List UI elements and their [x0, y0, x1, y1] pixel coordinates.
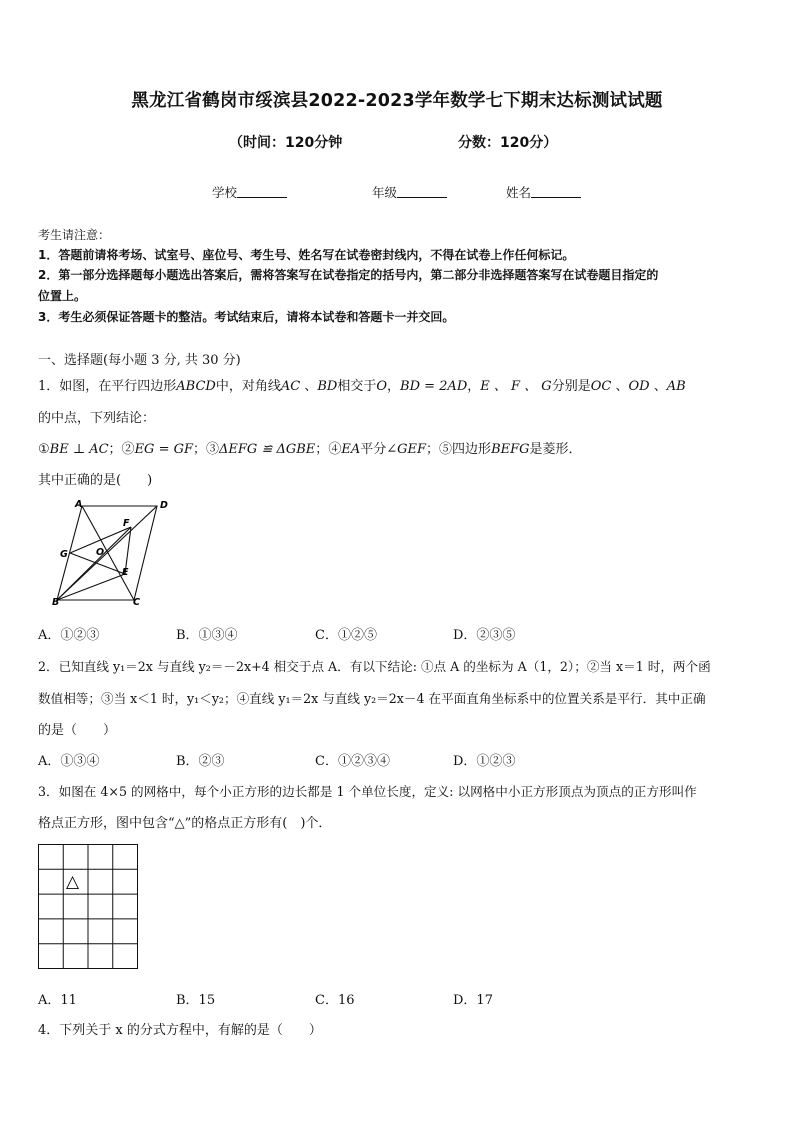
notice-item-3: 3．考生必须保证答题卡的整洁。考试结束后，请将本试卷和答题卡一并交回。: [38, 310, 455, 324]
school-label: 学校: [212, 185, 238, 200]
label-A: A: [75, 499, 83, 510]
q1-parallelogram-figure: [48, 497, 178, 612]
label-B: B: [52, 597, 60, 608]
label-C: C: [133, 597, 140, 608]
q3-line2: 格点正方形，图中包含“△”的格点正方形有( )个．: [38, 816, 332, 831]
q3-line1: 3．如图在 4×5 的网格中，每个小正方形的边长都是 1 个单位长度，定义: 以网格中小正方形顶点为顶点的正方形叫作: [38, 784, 697, 799]
school-blank[interactable]: [237, 185, 287, 198]
page-title: 黑龙江省鹤岗市绥滨县2022-2023学年数学七下期末达标测试试题: [131, 91, 663, 111]
q1-option-a[interactable]: A．①②③: [38, 628, 100, 643]
label-E: E: [122, 567, 129, 578]
q1-conclusions: ①BE ⊥ AC；②EG = GF；③ΔEFG ≌ ΔGBE；④EA平分∠GEF；⑤四边形BEFG是菱形．: [38, 442, 582, 457]
notice-item-1: 1．答题前请将考场、试室号、座位号、考生号、姓名写在试卷密封线内，不得在试卷上作任何标记。: [38, 248, 575, 262]
q2-option-c[interactable]: C．①②③④: [315, 754, 390, 769]
q3-option-b[interactable]: B．15: [176, 993, 216, 1008]
q3-grid-figure: [37, 843, 140, 971]
q1-option-b[interactable]: B．①③④: [176, 628, 238, 643]
notice-title: 考生请注意：: [38, 228, 111, 242]
name-field[interactable]: [506, 183, 581, 201]
label-D: D: [160, 500, 168, 511]
label-F: F: [123, 518, 130, 529]
grade-blank[interactable]: [397, 185, 447, 198]
q2-line3: 的是（ ）: [38, 723, 117, 738]
q3-option-c[interactable]: C．16: [315, 993, 355, 1008]
time-label: （时间：120分钟: [229, 135, 343, 151]
score-label: 分数：120分）: [458, 135, 558, 151]
notice-item-2-cont: 位置上。: [38, 289, 87, 303]
q4-line1: 4．下列关于 x 的分式方程中，有解的是（ ）: [38, 1023, 322, 1038]
q3-option-a[interactable]: A．11: [38, 993, 77, 1008]
q2-line1: 2．已知直线 y₁＝2x 与直线 y₂＝－2x+4 相交于点 A．有以下结论: ①点 A 的坐标为 A（1，2）；②当 x＝1 时，两个函: [38, 659, 711, 674]
q3-option-d[interactable]: D．17: [453, 993, 493, 1008]
q2-option-b[interactable]: B．②③: [176, 754, 225, 769]
school-field[interactable]: [212, 183, 287, 201]
q2-option-a[interactable]: A．①③④: [38, 754, 100, 769]
notice-item-2: 2．第一部分选择题每小题选出答案后，需将答案写在试卷指定的括号内，第二部分非选择题答案写在试卷题目指定的: [38, 268, 659, 282]
q2-option-d[interactable]: D．①②③: [453, 754, 516, 769]
name-label: 姓名: [506, 185, 532, 200]
q1-line2: 的中点，下列结论：: [38, 411, 156, 426]
triangle-marker: △: [66, 872, 80, 892]
q1-line1: 1．如图，在平行四边形ABCD中，对角线AC 、BD相交于O，BD = 2AD，E 、 F 、 G分别是OC 、OD 、AB: [38, 379, 686, 394]
q2-line2: 数值相等；③当 x＜1 时，y₁＜y₂；④直线 y₁＝2x 与直线 y₂＝2x－4 在平面直角坐标系中的位置关系是平行．其中正确: [38, 691, 706, 706]
q1-option-c[interactable]: C．①②⑤: [315, 628, 377, 643]
q1-question: 其中正确的是( ): [38, 473, 153, 488]
name-blank[interactable]: [531, 185, 581, 198]
q1-option-d[interactable]: D．②③⑤: [453, 628, 516, 643]
section-heading: 一、选择题(每小题 3 分, 共 30 分): [38, 353, 241, 368]
grade-field[interactable]: [372, 183, 447, 201]
grade-label: 年级: [372, 185, 398, 200]
label-O: O: [96, 547, 105, 558]
label-G: G: [60, 549, 68, 560]
